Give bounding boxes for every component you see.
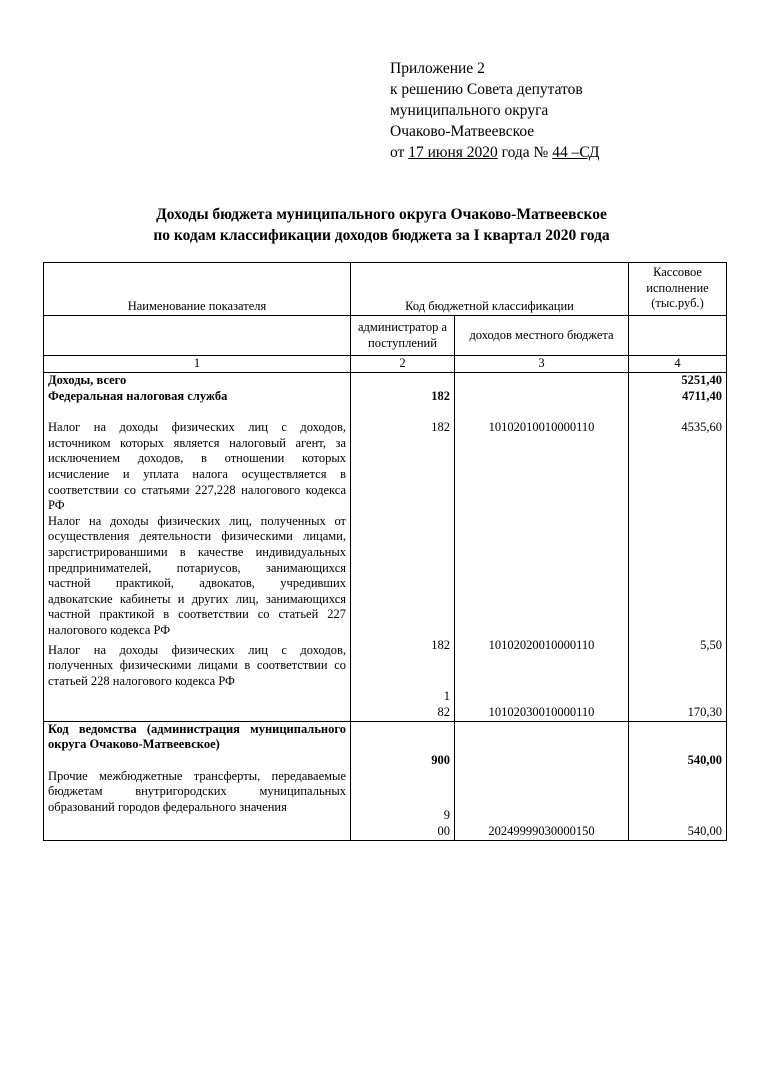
appendix-line-3: муниципального округа bbox=[390, 102, 549, 119]
row-dept-value bbox=[629, 721, 727, 840]
row3-admin-part-2: 82 bbox=[437, 704, 450, 719]
fns-label: Федеральная налоговая служба bbox=[48, 388, 228, 403]
row-main-names bbox=[44, 373, 351, 722]
appendix-line-5 bbox=[390, 142, 600, 163]
row3-code: 10102030010000110 bbox=[488, 704, 595, 719]
row3-value: 170,30 bbox=[687, 704, 722, 719]
appendix-decision-number: 44 –СД bbox=[552, 144, 600, 161]
column-number-4: 4 bbox=[629, 356, 727, 373]
row-dept-admin bbox=[351, 721, 455, 840]
document-title bbox=[0, 204, 763, 246]
row2-admin: 182 bbox=[431, 637, 450, 652]
row2-code: 10102020010000110 bbox=[488, 637, 595, 652]
dept-value: 540,00 bbox=[687, 752, 722, 767]
subheader-admin: администратор а поступлений bbox=[351, 316, 455, 356]
appendix-line-2: к решению Совета депутатов bbox=[390, 81, 583, 98]
row-main-code bbox=[455, 373, 629, 722]
column-numbers-row bbox=[44, 356, 727, 373]
appendix-line-4: Очаково-Матвеевское bbox=[390, 123, 535, 140]
row3-admin-part-1: 1 bbox=[443, 689, 450, 704]
row1-value: 4535,60 bbox=[681, 420, 722, 435]
total-value: 5251,40 bbox=[681, 373, 722, 387]
row1-admin: 182 bbox=[431, 420, 450, 435]
row-main-admin bbox=[351, 373, 455, 722]
row4-value: 540,00 bbox=[687, 823, 722, 838]
row4-code: 20249999030000150 bbox=[488, 823, 595, 838]
appendix-block bbox=[390, 58, 600, 163]
header-exec: Кассовое исполнение (тыс.руб.) bbox=[629, 263, 727, 316]
title-line-1: Доходы бюджета муниципального округа Очаково-Матвеевское bbox=[156, 206, 607, 223]
row2-text: Налог на доходы физических лиц, полученных от осуществления деятельности физическими лицами, зарсгистрированшими в качестве индивидуальных предпринимателей, потариусов, занимающихся частной практикой, адвокатов, учредивших адвокатские кабинеты и других лиц, занимающихся частной практикой в соответствии со статьей 227 налогового кодекса РФ bbox=[48, 513, 346, 637]
appendix-line-1: Приложение 2 bbox=[390, 60, 485, 77]
row-dept-code bbox=[455, 721, 629, 840]
dept-admin: 900 bbox=[431, 752, 450, 767]
row4-admin-part-2: 00 bbox=[437, 823, 450, 838]
row4-admin-part-1: 9 bbox=[443, 808, 450, 823]
column-number-1: 1 bbox=[44, 356, 351, 373]
header-code: Код бюджетной классификации bbox=[351, 263, 629, 316]
header-name: Наименование показателя bbox=[44, 263, 351, 316]
income-table bbox=[43, 262, 727, 841]
title-line-2: по кодам классификации доходов бюджета за I квартал 2020 года bbox=[153, 227, 610, 244]
row-dept-names bbox=[44, 721, 351, 840]
row4-text: Прочие межбюджетные трансферты, передаваемые бюджетам внутригородских муниципальных образований городов федерального значения bbox=[48, 768, 346, 814]
appendix-date-middle: года № bbox=[497, 144, 553, 161]
appendix-date-prefix: от bbox=[390, 144, 409, 161]
row-main-value bbox=[629, 373, 727, 722]
subheader-local: доходов местного бюджета bbox=[455, 316, 629, 356]
table-row-dept bbox=[44, 721, 727, 840]
column-number-3: 3 bbox=[455, 356, 629, 373]
header-row bbox=[44, 263, 727, 316]
appendix-date: 17 июня 2020 bbox=[408, 144, 498, 161]
subheader-empty-2 bbox=[629, 316, 727, 356]
dept-label: Код ведомства (администрация муниципального округа Очаково-Матвеевское) bbox=[48, 721, 346, 752]
row3-text: Налог на доходы физических лиц с доходов, полученных физическими лицами в соответствии со статьей 228 налогового кодекса РФ bbox=[48, 642, 346, 688]
column-number-2: 2 bbox=[351, 356, 455, 373]
subheader-row bbox=[44, 316, 727, 356]
row1-code: 10102010010000110 bbox=[488, 420, 595, 435]
fns-admin: 182 bbox=[431, 388, 450, 403]
total-label: Доходы, всего bbox=[48, 373, 127, 387]
subheader-empty bbox=[44, 316, 351, 356]
fns-value: 4711,40 bbox=[682, 388, 722, 403]
row2-value: 5,50 bbox=[700, 637, 722, 652]
table-row-main bbox=[44, 373, 727, 722]
row1-text: Налог на доходы физических лиц с доходов, источником которых является налоговый агент, за исключением доходов, в отношении которых исчисление и уплата налога осуществляется в соответствии со статьями 227,228 налогового кодекса РФ bbox=[48, 420, 346, 513]
